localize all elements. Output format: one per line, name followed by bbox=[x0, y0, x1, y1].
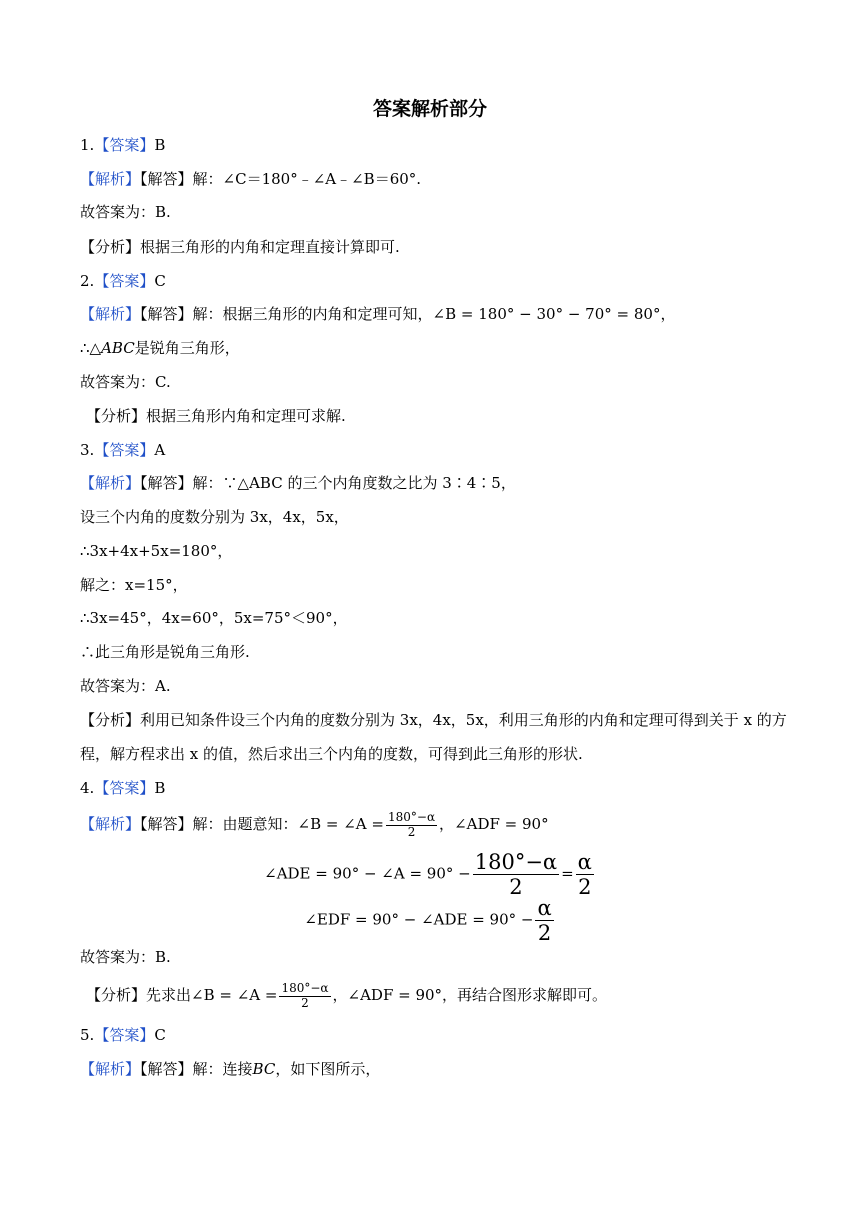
q1-number: 1. bbox=[80, 136, 95, 154]
q4-eq2-alpha-fraction bbox=[576, 850, 594, 899]
q4-fenxi-formula-left: ∠B = ∠A = bbox=[191, 986, 278, 1004]
q2-line2 bbox=[80, 337, 240, 359]
q4-frac1-num: 180°−α bbox=[387, 809, 436, 824]
q5-solve-text2: ，如下图所示， bbox=[275, 1060, 381, 1078]
q4-formula1-left: ∠B = ∠A = bbox=[297, 815, 384, 833]
q2-solve-tag: 【解答】 bbox=[140, 305, 193, 323]
q2-answer: C bbox=[154, 272, 166, 290]
q3-line4: 解之：x=15°， bbox=[80, 576, 188, 594]
q3-fenxi-tag: 【分析】 bbox=[80, 711, 141, 729]
q3-fenxi-line2: 程，解方程求出 x 的值，然后求出三个内角的度数，可得到此三角形的形状. bbox=[80, 745, 583, 763]
q2-result: 故答案为：C. bbox=[80, 373, 171, 391]
q4-equation3 bbox=[0, 896, 860, 945]
q5-solution-line bbox=[80, 1058, 380, 1080]
q4-fenxi-fraction bbox=[279, 982, 330, 1011]
q4-fenxi-frac-den: 2 bbox=[301, 995, 309, 1010]
q3-solution-line bbox=[80, 472, 516, 494]
q5-answer: C bbox=[154, 1026, 166, 1044]
q3-line6: ∴此三角形是锐角三角形. bbox=[80, 643, 250, 661]
q1-answer-tag: 【答案】 bbox=[94, 136, 155, 154]
q2-answer-tag: 【答案】 bbox=[94, 272, 155, 290]
q2-fenxi-tag: 【分析】 bbox=[86, 407, 147, 425]
q3-answer: A bbox=[154, 441, 166, 459]
q5-solve-text: 解：连接 bbox=[192, 1060, 253, 1078]
q4-eq2-left: ∠ADE = 90° − ∠A = 90° − bbox=[264, 864, 471, 883]
q4-formula1-right: ∠ADF = 90° bbox=[454, 815, 549, 833]
q2-fenxi-text: 根据三角形内角和定理可求解. bbox=[146, 407, 346, 425]
q1-solve-tag: 【解答】 bbox=[140, 170, 193, 188]
q3-number: 3. bbox=[80, 441, 95, 459]
q4-eq3-left: ∠EDF = 90° − ∠ADE = 90° − bbox=[304, 910, 534, 929]
page-title: 答案解析部分 bbox=[372, 98, 487, 120]
q1-solution-line bbox=[80, 168, 421, 190]
q3-fenxi-line1 bbox=[80, 709, 787, 731]
q4-analysis-tag: 【解析】 bbox=[80, 815, 141, 833]
q3-analysis-tag: 【解析】 bbox=[80, 474, 141, 492]
q1-answer: B bbox=[154, 136, 166, 154]
q4-formula1-fraction bbox=[386, 811, 437, 840]
q4-solve-text: 解：由题意知： bbox=[192, 815, 298, 833]
q4-formula1-sep: ， bbox=[439, 815, 455, 833]
q4-eq3-alpha-den: 2 bbox=[537, 921, 552, 946]
q2-number: 2. bbox=[80, 272, 95, 290]
q4-frac1-den: 2 bbox=[407, 824, 416, 839]
q1-fenxi-text: 根据三角形的内角和定理直接计算即可. bbox=[140, 238, 400, 256]
q5-solve-tag: 【解答】 bbox=[140, 1060, 193, 1078]
q1-answer-line bbox=[80, 134, 165, 156]
q2-triangle: △ABC bbox=[89, 339, 135, 357]
q4-eq2-frac-den: 2 bbox=[509, 875, 523, 900]
q4-eq2-equals: = bbox=[561, 864, 574, 883]
q4-fenxi-tag: 【分析】 bbox=[86, 986, 147, 1004]
q5-number: 5. bbox=[80, 1026, 95, 1044]
q4-solution-line bbox=[80, 806, 549, 842]
q4-answer-tag: 【答案】 bbox=[94, 779, 155, 797]
q1-fenxi-tag: 【分析】 bbox=[80, 238, 141, 256]
q3-answer-tag: 【答案】 bbox=[94, 441, 155, 459]
q2-formula: ∠B = 180° − 30° − 70° = 80°， bbox=[432, 305, 676, 323]
q2-fenxi-line bbox=[86, 405, 346, 427]
q4-fenxi-frac-num: 180°−α bbox=[281, 980, 329, 995]
q5-answer-tag: 【答案】 bbox=[94, 1026, 155, 1044]
q2-analysis-tag: 【解析】 bbox=[80, 305, 141, 323]
q4-fenxi-line bbox=[86, 978, 607, 1012]
q3-line3: ∴3x+4x+5x=180°， bbox=[80, 542, 233, 560]
q2-therefore: ∴ bbox=[80, 339, 90, 357]
q4-fenxi-post: ，∠ADF = 90°，再结合图形求解即可。 bbox=[332, 986, 608, 1004]
q5-analysis-tag: 【解析】 bbox=[80, 1060, 141, 1078]
q4-number: 4. bbox=[80, 779, 95, 797]
q4-eq2-frac-num: 180°−α bbox=[474, 850, 558, 874]
q2-answer-line bbox=[80, 270, 166, 292]
q1-solve-text: 解：∠C＝180°﹣∠A﹣∠B＝60°. bbox=[192, 170, 422, 188]
q2-line2-text: 是锐角三角形， bbox=[134, 339, 240, 357]
q3-line5: ∴3x=45°，4x=60°，5x=75°＜90°， bbox=[80, 609, 348, 627]
q4-answer: B bbox=[154, 779, 166, 797]
q4-eq3-alpha-num: α bbox=[537, 896, 552, 920]
q4-fenxi-pre: 先求出 bbox=[146, 986, 192, 1004]
q3-solve-tag: 【解答】 bbox=[140, 474, 193, 492]
q5-answer-line bbox=[80, 1024, 166, 1046]
q1-analysis-tag: 【解析】 bbox=[80, 170, 141, 188]
q1-result: 故答案为：B. bbox=[80, 203, 171, 221]
q3-fenxi-text1: 利用已知条件设三个内角的度数分别为 3x，4x，5x，利用三角形的内角和定理可得到关于 x 的方 bbox=[140, 711, 787, 729]
q5-math-bc: BC bbox=[252, 1060, 276, 1078]
q3-solve-text: 解：∵△ABC 的三个内角度数之比为 3∶4∶5， bbox=[192, 474, 516, 492]
q4-eq2-fraction bbox=[473, 850, 559, 899]
q3-answer-line bbox=[80, 439, 165, 461]
q4-eq2-alpha-num: α bbox=[577, 850, 592, 874]
q2-solve-text: 解：根据三角形的内角和定理可知， bbox=[192, 305, 433, 323]
q4-eq3-fraction bbox=[535, 896, 553, 945]
q1-fenxi-line bbox=[80, 236, 400, 258]
q3-result: 故答案为：A. bbox=[80, 677, 171, 695]
q4-solve-tag: 【解答】 bbox=[140, 815, 193, 833]
q2-solution-line bbox=[80, 303, 675, 325]
q3-line2: 设三个内角的度数分别为 3x，4x，5x， bbox=[80, 508, 349, 526]
q4-eq2-alpha-den: 2 bbox=[578, 875, 592, 900]
q4-equation2 bbox=[0, 850, 860, 899]
q4-answer-line bbox=[80, 777, 165, 799]
q4-result: 故答案为：B. bbox=[80, 948, 171, 966]
